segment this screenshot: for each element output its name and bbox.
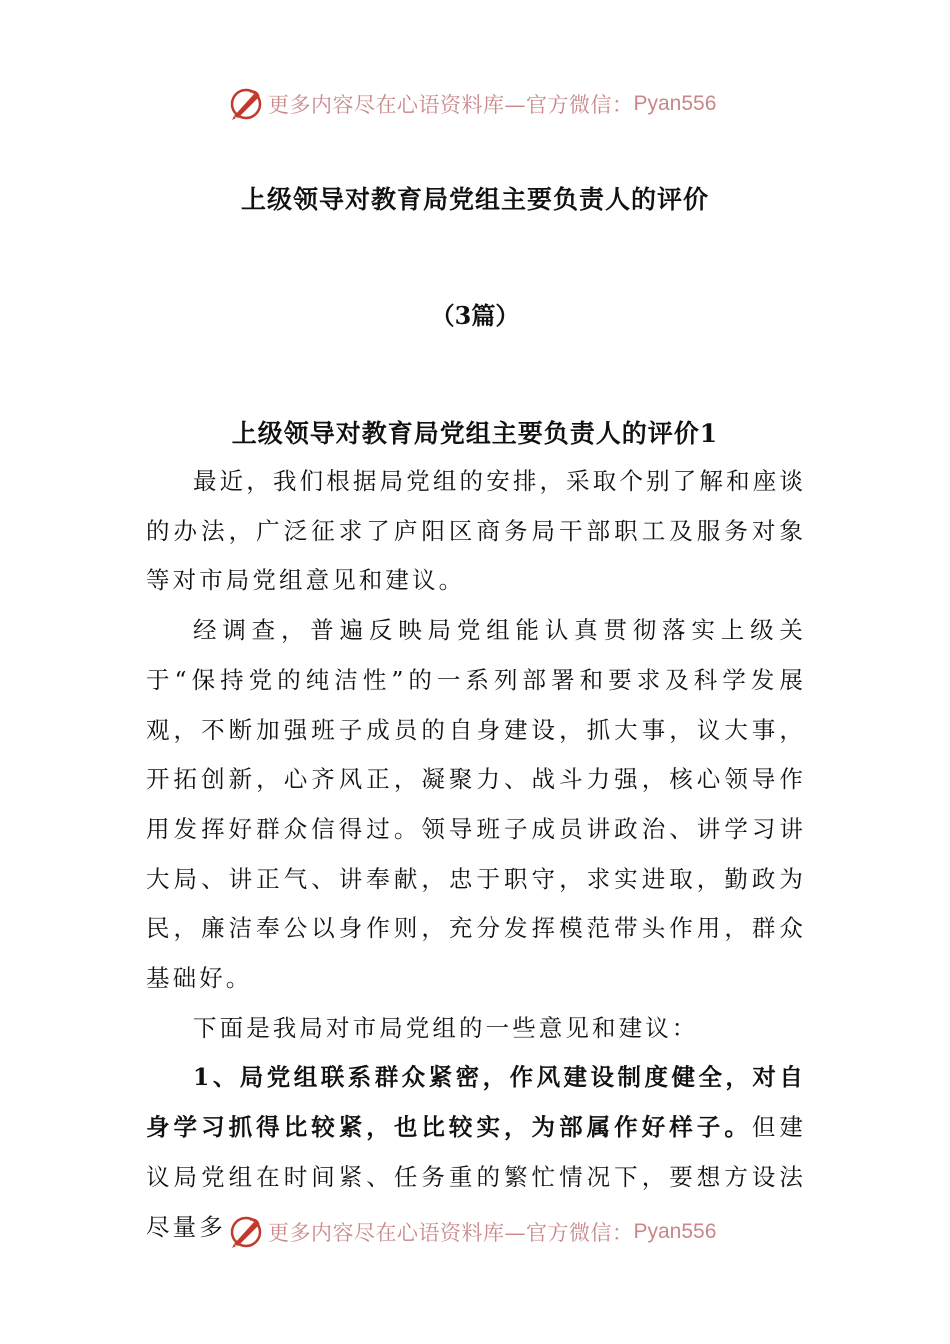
document-title: 上级领导对教育局党组主要负责人的评价 [240,185,709,214]
pen-circle-logo-icon [228,1214,264,1250]
footer-banner [228,1212,728,1252]
document-subtitle: （3篇） [430,301,520,330]
paragraph: 最近，我们根据局党组的安排，采取个别了解和座谈的办法，广泛征求了庐阳区商务局干部职工及服务对象等对市局党组意见和建议。 [146,467,806,595]
section-title: 上级领导对教育局党组主要负责人的评价1 [231,419,719,448]
header-banner [228,84,728,124]
paragraph: 经调查，普遍反映局党组能认真贯彻落实上级关于“保持党的纯洁性”的一系列部署和要求及科学发展观，不断加强班子成员的自身建设，抓大事，议大事，开拓创新，心齐风正，凝聚力、战斗力强，核心领导作用发挥好群众信得过。领导班子成员讲政治、讲学习讲大局、讲正气、讲奉献，忠于职守，求实进取，勤政为民，廉洁奉公以身作则，充分发挥模范带头作用，群众基础好。 [146,616,806,993]
item-1-text: 但建议局党组在时间紧、任务重的繁忙情况下，要想方设法尽量多 [146,1113,806,1241]
banner-wechat-id: Pyan556 [633,1220,717,1243]
banner-text: 更多内容尽在心语资料库—官方微信： [268,1221,634,1245]
banner-wechat-id: Pyan556 [633,92,717,115]
body-text [146,457,806,1252]
paragraph: 下面是我局对市局党组的一些意见和建议： [193,1013,699,1042]
pen-circle-logo-icon [228,86,264,122]
item-1-bold-text: 1、局党组联系群众紧密，作风建设制度健全，对自身学习抓得比较紧，也比较实，为部属作好样子。 [146,1063,806,1142]
banner-text: 更多内容尽在心语资料库—官方微信： [268,93,634,117]
